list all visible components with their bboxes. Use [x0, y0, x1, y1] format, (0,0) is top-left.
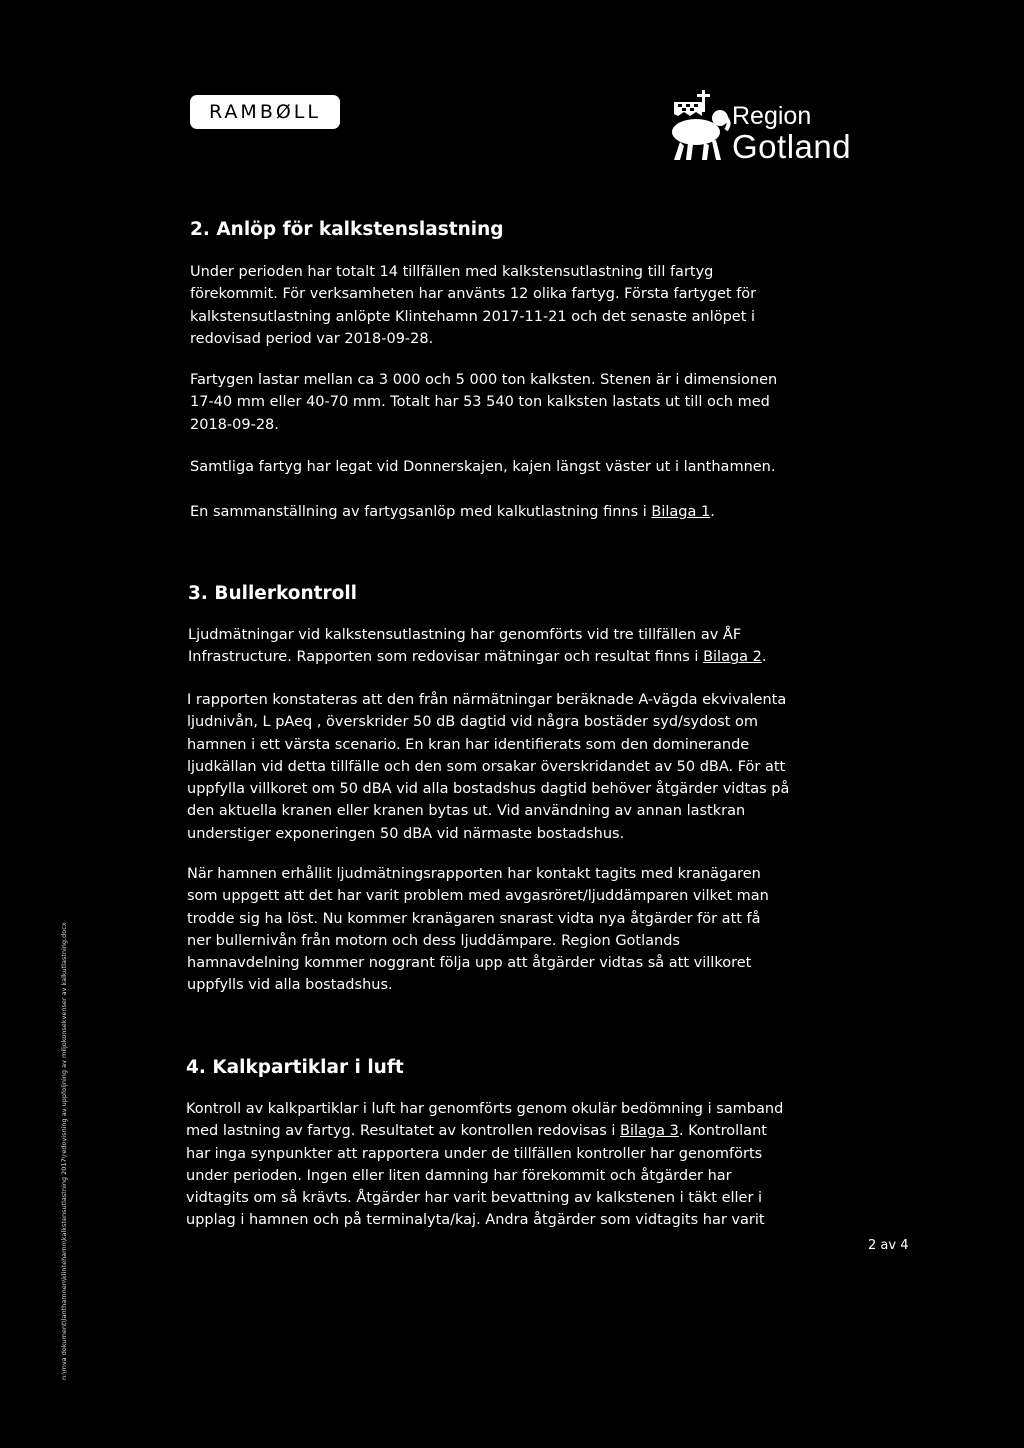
- region-logo-top-text: Region: [732, 102, 812, 130]
- section-4-paragraph-1-text: Kontroll av kalkpartiklar i luft har genomförts genom okulär bedömning i samband med lastning av fartyg. Resultatet av kontrollen redovisas i: [186, 1101, 784, 1140]
- ramboll-logo-text: RAMBØLL: [209, 101, 321, 123]
- section-4-paragraph-1-end: . Kontrollant har inga synpunkter att rapportera under de tillfällen kontroller har genomförts under perioden. Ingen eller liten damning har förekommit och åtgärder har vidtagits om så krävts. Åtgärder har varit bevattning av kalkstenen i täkt eller i upplag i hamnen och på terminalyta/kaj. Andra åtgärder som vidtagits har varit: [186, 1123, 767, 1229]
- section-2-paragraph-4-end: .: [710, 504, 715, 520]
- gotland-sheep-icon: [666, 88, 732, 170]
- section-2-heading: 2. Anlöp för kalkstenslastning: [190, 219, 504, 240]
- ramboll-logo: [190, 95, 340, 129]
- section-2-paragraph-4-text: En sammanställning av fartygsanlöp med kalkutlastning finns i: [190, 504, 652, 520]
- section-2-paragraph-3: Samtliga fartyg har legat vid Donnerskajen, kajen längst väster ut i lanthamnen.: [190, 459, 776, 475]
- page-number: 2 av 4: [868, 1238, 909, 1253]
- region-gotland-logo: [666, 88, 866, 170]
- section-2-paragraph-2: Fartygen lastar mellan ca 3 000 och 5 000 ton kalksten. Stenen är i dimensionen 17-40 mm eller 40-70 mm. Totalt har 53 540 ton kalksten lastats ut till och med 2018-09-28.: [190, 372, 778, 433]
- bilaga-1-link[interactable]: Bilaga 1: [651, 504, 711, 520]
- section-4-paragraph-1: [186, 1098, 783, 1232]
- section-3-heading: 3. Bullerkontroll: [188, 583, 358, 604]
- section-2-paragraph-4: [190, 501, 715, 523]
- section-3-paragraph-1: [188, 624, 767, 669]
- section-3-paragraph-1-text: Ljudmätningar vid kalkstensutlastning har genomförts vid tre tillfällen av ÅF Infrastructure. Rapporten som redovisar mätningar och resultat finns i: [188, 627, 742, 666]
- section-3-paragraph-1-end: .: [761, 649, 767, 666]
- region-logo-bottom-text: Gotland: [732, 128, 852, 165]
- section-4-heading: 4. Kalkpartiklar i luft: [186, 1057, 404, 1078]
- bilaga-3-link[interactable]: Bilaga 3: [620, 1123, 679, 1140]
- section-3-paragraph-2: I rapporten konstateras att den från närmätningar beräknade A-vägda ekvivalenta ljudnivån, L pAeq , överskrider 50 dB dagtid vid några bostäder syd/sydost om hamnen i ett värsta scenario. En kran har identifierats som den dominerande ljudkällan vid detta tillfälle och den som orsakar överskridandet av 50 dBA. För att uppfylla villkoret om 50 dBA vid alla bostadshus dagtid behöver åtgärder vidtas på den aktuella kranen eller kranen bytas ut. Vid användning av annan lastkran understiger exponeringen 50 dBA vid närmaste bostadshus.: [187, 692, 790, 842]
- file-path-footer: n:\mva dokument\lanthamnen\klintehamn\kalkstensutlastning 2017\redovisning av uppfoljning av miljokonsekvenser av kalkutlastning.docx: [60, 922, 68, 1380]
- section-3-paragraph-3: När hamnen erhållit ljudmätningsrapporten har kontakt tagits med kranägaren som uppgett att det har varit problem med avgasröret/ljuddämparen vilket man trodde sig ha löst. Nu kommer kranägaren snarast vidta nya åtgärder för att få ner bullernivån från motorn och dess ljuddämpare. Region Gotlands hamnavdelning kommer noggrant följa upp att åtgärder vidtas så att villkoret uppfylls vid alla bostadshus.: [187, 866, 769, 994]
- bilaga-2-link[interactable]: Bilaga 2: [703, 649, 762, 666]
- section-2-paragraph-1: Under perioden har totalt 14 tillfällen med kalkstensutlastning till fartyg förekommit. För verksamheten har använts 12 olika fartyg. Första fartyget för kalkstensutlastning anlöpte Klintehamn 2017-11-21 och det senaste anlöpet i redovisad period var 2018-09-28.: [190, 264, 757, 347]
